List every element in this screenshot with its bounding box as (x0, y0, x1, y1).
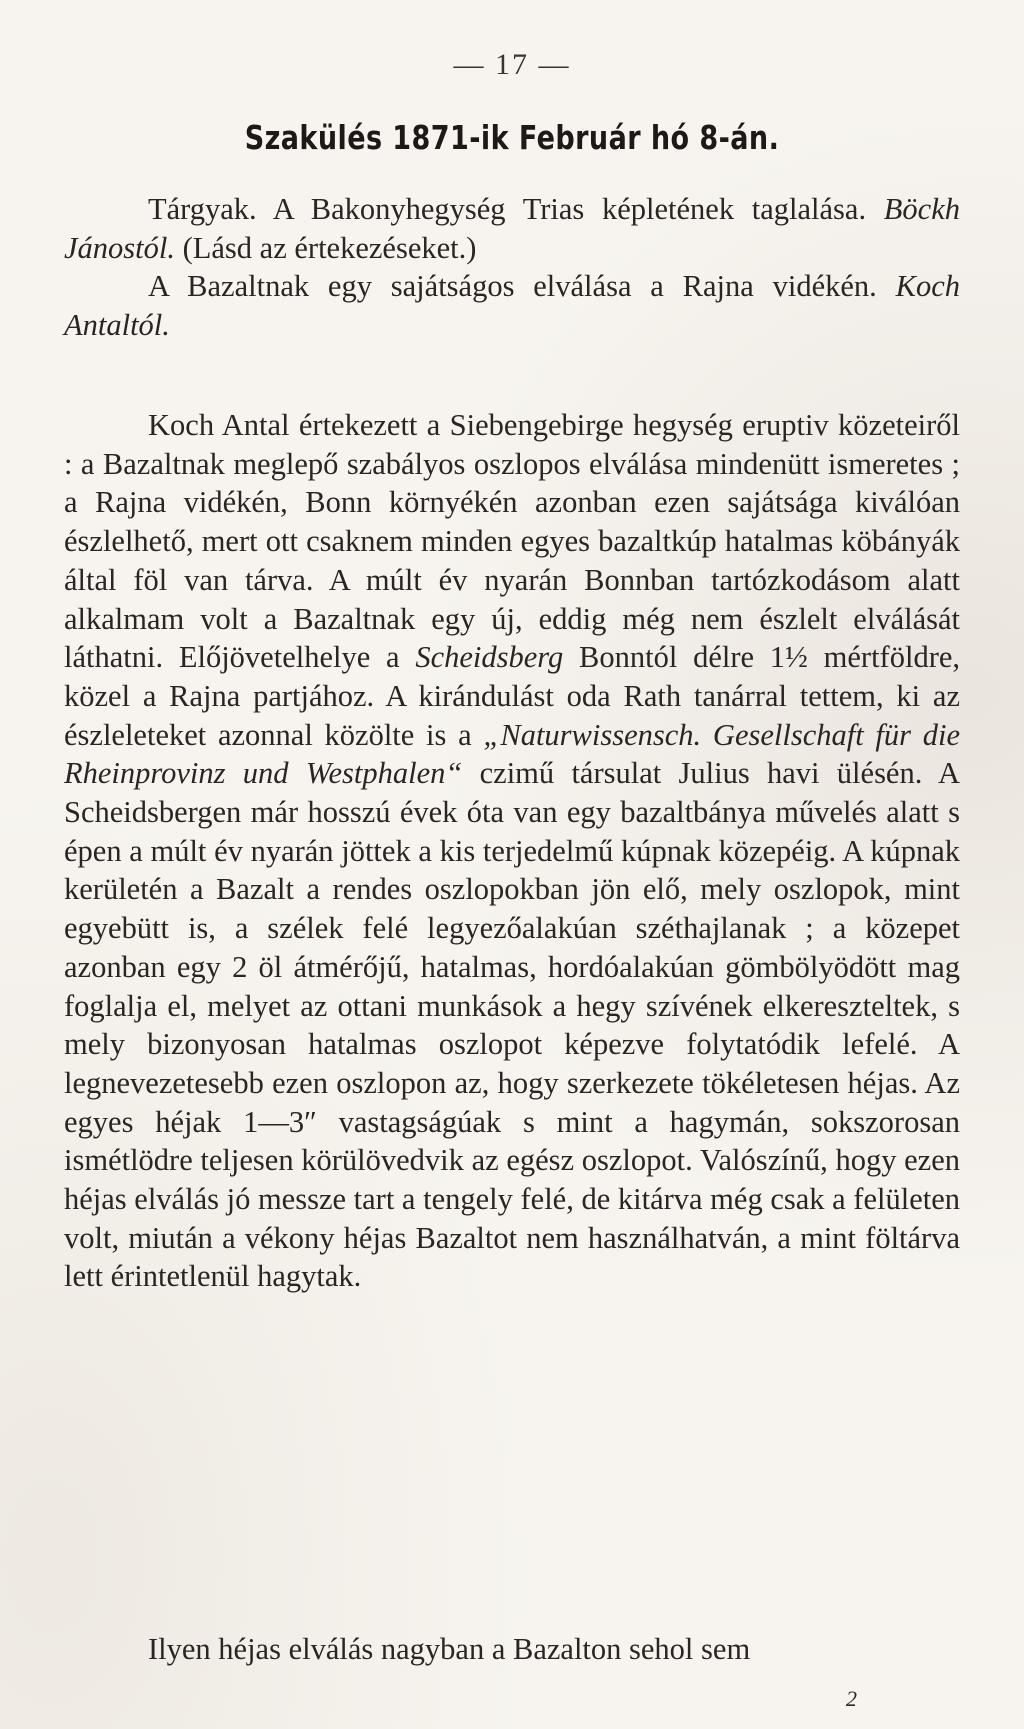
society-name: „Naturwissensch. Gesellschaft für die Rheinprovinz und Westphalen“ (64, 717, 961, 791)
topic-2-text: A Bazaltnak egy sajátságos elválása a Rajna vidékén. (148, 269, 877, 304)
page-number: — 17 — (453, 48, 571, 81)
signature-mark: 2 (846, 1686, 857, 1711)
topic-2-author: Koch Antaltól. (64, 269, 961, 343)
topic-paragraph-1 (64, 190, 960, 267)
place-name: Scheidsberg (415, 640, 564, 675)
topic-1-note: (Lásd az értekezéseket.) (182, 230, 477, 265)
main-text-part-3: czimű társulat Julius havi ülésén. A Scheidsbergen már hosszú évek óta van egy bazaltbánya művelés alatt s épen a múlt év nyarán jöttek a kis terjedelmű kúpnak közepéig. A kúpnak kerületén a Bazalt a rendes oszlopokban jön elő, mely oszlopok, mint egyebütt is, a szélek felé legyezőalakúan széthajlanak ; a közepet azonban egy 2 öl átmérőjű, hatalmas, hordóalakúan gömbölyödött mag foglalja el, melyet az ottani munkások a hegy szívének elkereszteltek, s mely bizonyosan hatalmas oszlopot képezve folytatódik lefelé. A legnevezetesebb ezen oszlopon az, hogy szerkezete tökéletesen héjas. Az egyes héjak 1—3″ vastagságúak s mint a hagymán, sokszorosan ismétlödre teljesen körülövedvik az egész oszlopot. Valószínű, hogy ezen héjas elválás jó messze tart a tengely felé, de kitárva még csak a felületen volt, miután a vékony héjas Bazaltot nem használhatván, a mint föltárva lett érintetlenül hagytak. (64, 756, 960, 1294)
continuation-paragraph: Ilyen héjas elválás nagyban a Bazalton sehol sem (148, 1632, 751, 1666)
topic-paragraph-2 (64, 267, 960, 344)
page-title: Szakülés 1871-ik Február hó 8-án. (244, 118, 780, 157)
main-text-part-2: Bonntól délre 1½ mértföldre, közel a Rajna partjához. A kirándulást oda Rath tanárral tettem, ki az észleleteket azonnal közölte is a (64, 640, 961, 752)
topic-1-author: Böckh Jánostól. (64, 192, 961, 265)
continuation-section (64, 1630, 960, 1669)
main-section (64, 406, 960, 1296)
topic-1-text: Tárgyak. A Bakonyhegység Trias képletének taglalása. (148, 192, 867, 226)
main-text-part-1: Koch Antal értekezett a Siebengebirge hegység eruptiv közeteiről : a Bazaltnak meglepő szabályos oszlopos elválása mindenütt ismeretes ; a Rajna vidékén, Bonn környékén azonban ezen sajátsága kiválóan észlelhető, mert ott csaknem minden egyes bazaltkúp hatalmas köbányák által föl van tárva. A múlt év nyarán Bonnban tartózkodásom alatt alkalmam volt a Bazaltnak egy új, eddig még nem észlelt elválását láthatni. Előjövetelhelye a (64, 408, 960, 675)
main-paragraph (64, 406, 960, 1296)
topics-section (64, 190, 960, 345)
